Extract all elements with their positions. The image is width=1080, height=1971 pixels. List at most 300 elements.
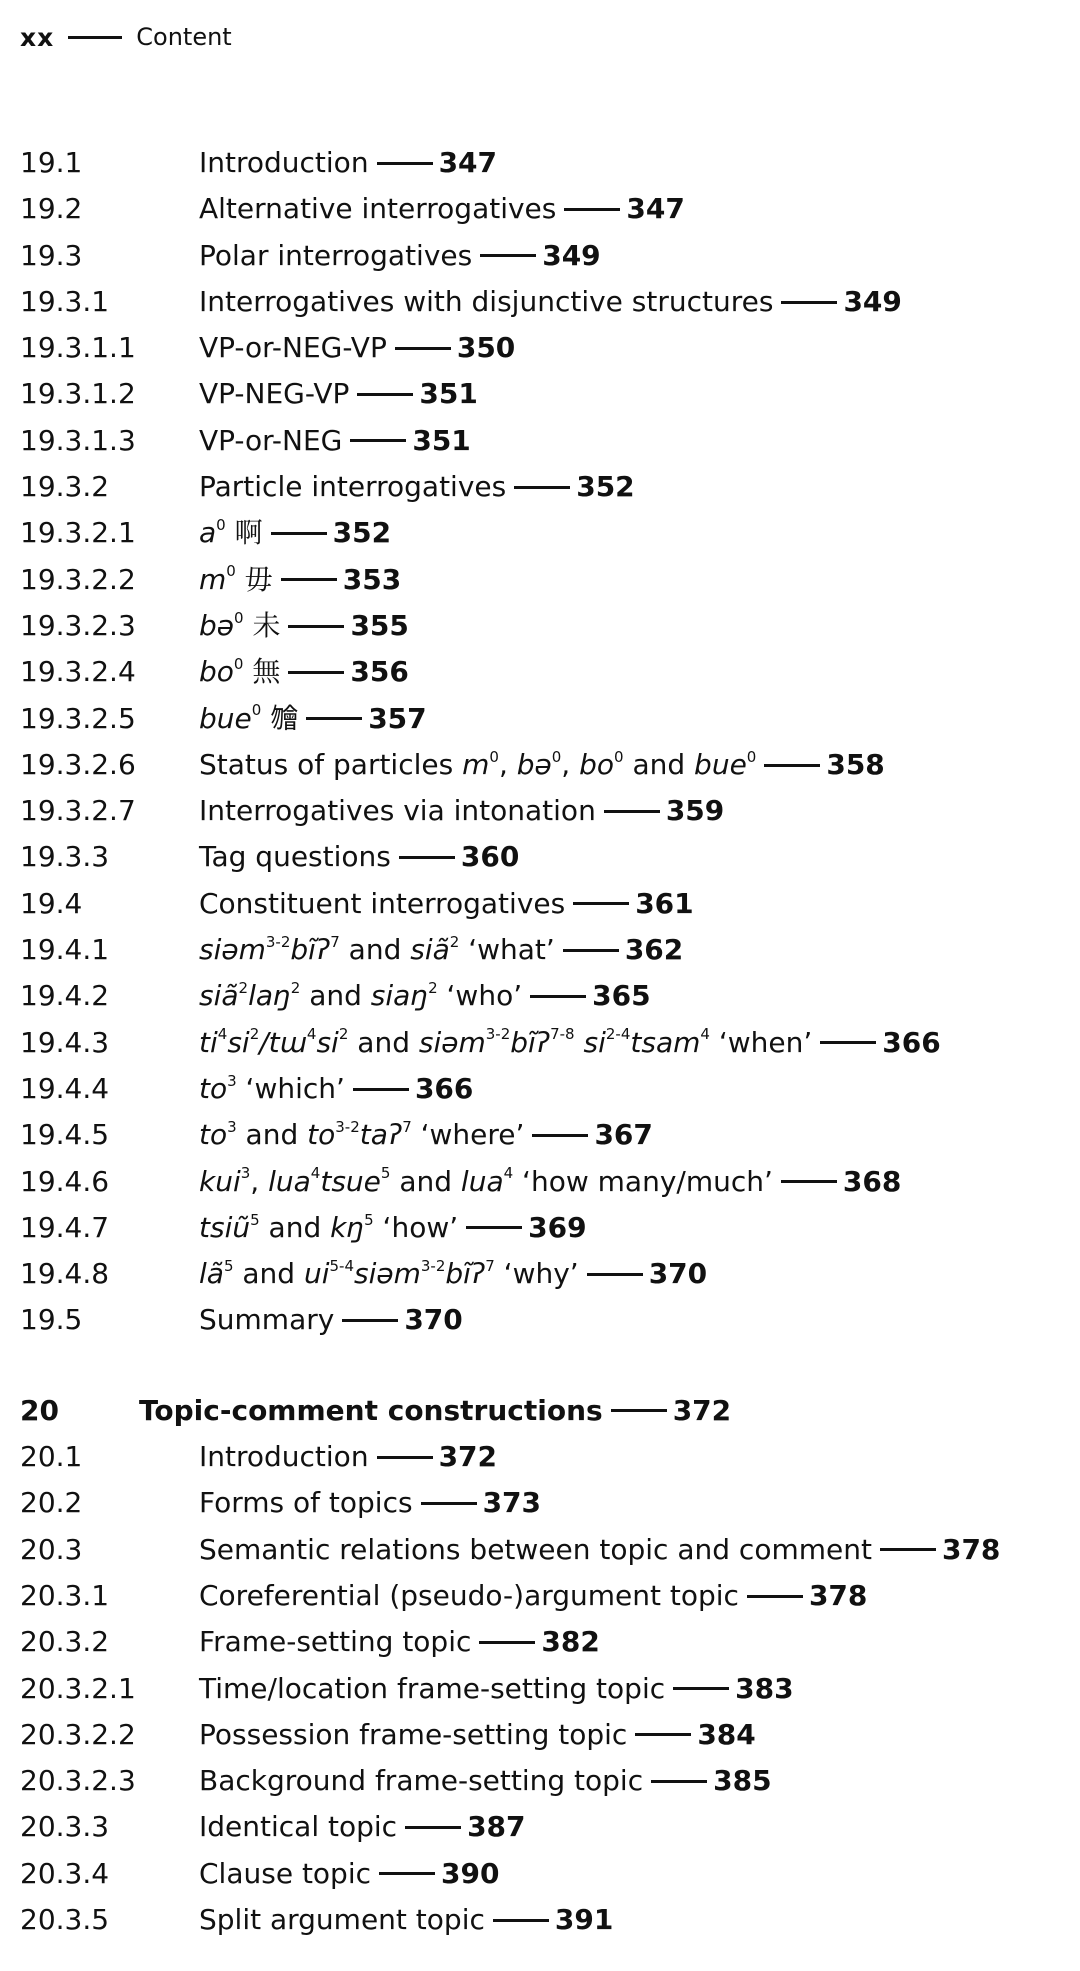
toc-entry[interactable]	[20, 464, 1060, 510]
section-number: 19.3.2.7	[20, 794, 136, 828]
tone-superscript: 0	[216, 516, 226, 535]
title-segment: Split argument topic	[199, 1902, 485, 1936]
tone-superscript: 5	[223, 1256, 234, 1275]
header-rule	[68, 36, 122, 39]
leader-rule	[635, 1733, 691, 1736]
leader-rule	[563, 949, 619, 952]
toc-entry[interactable]	[20, 1666, 1060, 1712]
toc-entry[interactable]	[20, 1804, 1060, 1850]
running-title: Content	[136, 23, 232, 51]
title-segment: Clause topic	[199, 1856, 372, 1890]
title-segment: taʔ	[359, 1118, 403, 1152]
toc-entry[interactable]	[20, 1159, 1060, 1205]
title-segment: bo	[579, 747, 615, 781]
page-reference: 367	[594, 1118, 653, 1152]
toc-entry[interactable]	[20, 1205, 1060, 1251]
tone-superscript: 2-4	[605, 1025, 631, 1044]
title-segment: siã	[410, 933, 450, 967]
page-reference: 349	[843, 284, 902, 318]
section-title-text	[199, 1205, 458, 1251]
title-segment: tsam	[630, 1025, 701, 1059]
leader-rule	[399, 856, 455, 859]
toc-entry[interactable]	[20, 1619, 1060, 1665]
section-number: 20	[20, 1393, 59, 1427]
title-segment: laŋ	[248, 979, 291, 1013]
section-number: 19.4.4	[20, 1071, 110, 1105]
section-title	[199, 649, 409, 695]
title-segment: bə	[199, 608, 234, 642]
section-title	[199, 325, 515, 371]
section-number: 19.3.2.4	[20, 655, 136, 689]
toc-entry[interactable]	[20, 233, 1060, 279]
tone-superscript: 0	[251, 701, 262, 720]
section-title-text	[199, 927, 555, 973]
leader-rule	[781, 301, 837, 304]
section-title	[199, 1159, 901, 1205]
title-segment: si	[574, 1025, 606, 1059]
title-segment: si	[227, 1025, 250, 1059]
page-reference: 352	[332, 516, 392, 550]
leader-rule	[379, 1872, 435, 1875]
section-title-text	[199, 1758, 643, 1804]
tone-superscript: 2	[249, 1025, 260, 1044]
page-reference: 383	[735, 1671, 794, 1705]
tone-superscript: 0	[489, 747, 499, 766]
leader-rule	[421, 1502, 477, 1505]
section-title	[199, 973, 651, 1019]
section-title	[199, 1573, 867, 1619]
toc-entry[interactable]	[20, 881, 1060, 927]
section-number: 20.3.2	[20, 1625, 110, 1659]
tone-superscript: 4	[306, 1025, 317, 1044]
title-segment: ‘who’	[437, 979, 523, 1013]
section-title	[199, 557, 401, 603]
title-segment: tsue	[320, 1164, 381, 1198]
tone-superscript: 7-8	[550, 1025, 575, 1044]
section-title	[199, 510, 391, 556]
page-reference: 361	[635, 886, 694, 920]
title-segment: to	[199, 1118, 228, 1152]
section-title-text	[199, 325, 387, 371]
leader-rule	[395, 347, 451, 350]
page-reference: 349	[542, 238, 601, 272]
section-number: 19.4.3	[20, 1025, 110, 1059]
leader-rule	[493, 1919, 549, 1922]
title-segment: bue	[199, 701, 252, 735]
section-number: 19.3.2.6	[20, 747, 136, 781]
toc-entry[interactable]	[20, 1020, 1060, 1066]
section-number: 19.2	[20, 192, 83, 226]
tone-superscript: 7	[485, 1256, 495, 1275]
leader-rule	[281, 578, 337, 581]
title-segment: ‘how’	[373, 1210, 459, 1244]
section-title-text	[199, 279, 773, 325]
section-title-text	[199, 742, 756, 788]
page-number: xx	[20, 22, 55, 52]
toc-entry[interactable]	[20, 1897, 1060, 1943]
section-number: 19.3	[20, 238, 83, 272]
title-segment: m	[199, 562, 227, 596]
leader-rule	[587, 1273, 643, 1276]
title-segment: ‘what’	[459, 933, 555, 967]
title-segment: and	[339, 933, 411, 967]
page-reference: 372	[672, 1393, 732, 1427]
leader-rule	[377, 162, 433, 165]
tone-superscript: 7	[330, 932, 340, 951]
tone-superscript: 3-2	[265, 932, 291, 951]
tone-superscript: 0	[551, 747, 562, 766]
section-title-text	[199, 881, 565, 927]
title-segment: siəm	[354, 1257, 421, 1291]
tone-superscript: 3-2	[420, 1256, 446, 1275]
section-title-text	[199, 788, 596, 834]
title-segment: Polar interrogatives	[199, 238, 473, 272]
section-number: 20.3	[20, 1532, 83, 1566]
section-title-text	[199, 1297, 334, 1343]
title-segment: 𣍐	[261, 701, 299, 735]
page-reference: 385	[713, 1764, 772, 1798]
section-number: 20.3.4	[20, 1856, 110, 1890]
toc-entry[interactable]	[20, 1851, 1060, 1897]
title-segment: Summary	[199, 1303, 335, 1337]
title-segment: and	[233, 1257, 304, 1291]
leader-rule	[820, 1041, 876, 1044]
tone-superscript: 4	[217, 1025, 228, 1044]
toc-entry[interactable]	[20, 649, 1060, 695]
page-reference: 372	[438, 1440, 498, 1474]
section-title-text	[199, 834, 391, 880]
section-title-text	[199, 464, 506, 510]
section-title	[199, 1619, 600, 1665]
section-number: 20.3.2.1	[20, 1671, 136, 1705]
section-title-text	[199, 1020, 812, 1066]
title-segment: bĩʔ	[510, 1025, 551, 1059]
title-segment: Time/location frame-setting topic	[199, 1671, 666, 1705]
toc-entry[interactable]	[20, 279, 1060, 325]
page-reference: 378	[941, 1532, 1001, 1566]
title-segment: bĩʔ	[290, 933, 331, 967]
title-segment: siã	[199, 979, 239, 1013]
tone-superscript: 7	[402, 1117, 412, 1136]
toc-entry[interactable]	[20, 1251, 1060, 1297]
tone-superscript: 0	[234, 608, 244, 627]
section-number: 20.3.2.2	[20, 1717, 136, 1751]
title-segment: 未	[243, 608, 281, 642]
title-segment: Interrogatives with disjunctive structures	[199, 284, 774, 318]
toc-entry[interactable]	[20, 834, 1060, 880]
tone-superscript: 5	[380, 1164, 391, 1183]
section-title	[199, 418, 471, 464]
section-title-text	[199, 1573, 739, 1619]
title-segment: Introduction	[199, 1440, 369, 1474]
section-number: 19.4.5	[20, 1118, 110, 1152]
page-reference: 366	[414, 1071, 474, 1105]
title-segment: ‘where’	[411, 1118, 525, 1152]
section-number: 19.3.2.2	[20, 562, 136, 596]
section-title-text	[199, 973, 522, 1019]
title-segment: Alternative interrogatives	[199, 192, 557, 226]
title-segment: siəm	[199, 933, 266, 967]
section-title-text	[199, 1112, 524, 1158]
section-number: 19.4.2	[20, 979, 110, 1013]
section-title-text	[199, 649, 280, 695]
tone-superscript: 3	[240, 1164, 251, 1183]
title-segment: Semantic relations between topic and comment	[199, 1532, 872, 1566]
tone-superscript: 5	[364, 1210, 374, 1229]
leader-rule	[288, 671, 344, 674]
page-reference: 347	[626, 192, 685, 226]
toc-chapter-entry[interactable]	[20, 1388, 1060, 1434]
section-title-text	[199, 1480, 413, 1526]
title-segment: ti	[199, 1025, 218, 1059]
section-title-text	[199, 1804, 397, 1850]
page-reference: 384	[697, 1717, 756, 1751]
section-title	[199, 1804, 526, 1850]
page-reference: 355	[350, 608, 409, 642]
page-reference: 365	[592, 979, 651, 1013]
section-number: 19.3.2	[20, 470, 110, 504]
leader-rule	[357, 393, 413, 396]
toc-entry[interactable]	[20, 557, 1060, 603]
toc-entry[interactable]	[20, 1066, 1060, 1112]
section-number: 19.3.1.2	[20, 377, 136, 411]
section-title	[199, 834, 519, 880]
leader-rule	[288, 625, 344, 628]
section-number: 19.3.1.1	[20, 331, 136, 365]
leader-rule	[781, 1180, 837, 1183]
section-number: 19.3.3	[20, 840, 110, 874]
section-title	[199, 1205, 587, 1251]
title-segment: ui	[303, 1257, 330, 1291]
leader-rule	[377, 1456, 433, 1459]
section-number: 19.4	[20, 886, 83, 920]
toc-entry[interactable]	[20, 1112, 1060, 1158]
leader-rule	[530, 995, 586, 998]
section-title	[199, 603, 409, 649]
section-number: 19.1	[20, 146, 83, 179]
section-title-text	[199, 186, 556, 232]
page-reference: 390	[441, 1856, 500, 1890]
section-number: 20.3.3	[20, 1810, 110, 1844]
toc-entry[interactable]	[20, 1434, 1060, 1480]
section-number: 20.1	[20, 1440, 83, 1474]
tone-superscript: 3	[227, 1071, 237, 1090]
section-title	[199, 1527, 1000, 1573]
section-title-text	[199, 1666, 665, 1712]
section-title-text	[199, 1619, 471, 1665]
leader-rule	[466, 1226, 522, 1229]
tone-superscript: 0	[746, 747, 757, 766]
title-segment: Forms of topics	[199, 1486, 413, 1520]
title-segment: kui	[199, 1164, 241, 1198]
page-reference: 373	[482, 1486, 542, 1520]
title-segment: ,	[250, 1164, 269, 1198]
title-segment: kŋ	[330, 1210, 365, 1244]
section-title	[199, 1480, 541, 1526]
leader-rule	[747, 1595, 803, 1598]
tone-superscript: 2	[290, 979, 301, 998]
section-number: 19.4.8	[20, 1257, 110, 1291]
title-segment: Status of particles	[199, 747, 463, 781]
title-segment: ‘when’	[709, 1025, 813, 1059]
toc-entry[interactable]	[20, 696, 1060, 742]
section-title-text	[199, 696, 298, 742]
title-segment: bo	[199, 655, 234, 689]
toc-entry[interactable]	[20, 325, 1060, 371]
section-number: 20.3.2.3	[20, 1764, 136, 1798]
title-segment: ‘how many/much’	[513, 1164, 773, 1198]
page-reference: 357	[368, 701, 427, 735]
toc-entry[interactable]	[20, 1573, 1060, 1619]
title-segment: to	[307, 1118, 336, 1152]
page-reference: 369	[528, 1210, 587, 1244]
leader-rule	[480, 254, 536, 257]
title-segment: Topic-comment constructions	[139, 1393, 603, 1427]
title-segment: Possession frame-setting topic	[199, 1717, 628, 1751]
toc-entry[interactable]	[20, 927, 1060, 973]
section-title	[199, 1666, 794, 1712]
leader-rule	[764, 764, 820, 767]
toc-entry[interactable]	[20, 418, 1060, 464]
section-title-text	[199, 1851, 371, 1897]
title-segment: bĩʔ	[445, 1257, 486, 1291]
section-number: 19.3.1	[20, 284, 110, 318]
section-title-text	[199, 140, 369, 186]
title-segment: tsiũ	[199, 1210, 251, 1244]
section-number: 20.3.5	[20, 1902, 110, 1936]
page-reference: 350	[456, 331, 516, 365]
title-segment: and	[259, 1210, 331, 1244]
section-title-text	[199, 1066, 345, 1112]
page-reference: 382	[541, 1625, 600, 1659]
section-title	[199, 788, 724, 834]
toc-entry[interactable]	[20, 1297, 1060, 1343]
section-title-text	[199, 1712, 627, 1758]
title-segment: VP-or-NEG	[199, 423, 343, 457]
title-segment: and	[300, 979, 371, 1013]
section-number: 19.3.2.3	[20, 608, 136, 642]
title-segment: ‘which’	[236, 1071, 345, 1105]
section-title	[199, 186, 685, 232]
leader-rule	[350, 439, 406, 442]
section-title	[199, 1712, 756, 1758]
tone-superscript: 0	[233, 654, 244, 673]
section-title-text	[199, 1897, 485, 1943]
title-segment: si	[316, 1025, 339, 1059]
section-title	[199, 1112, 653, 1158]
leader-rule	[573, 902, 629, 905]
title-segment: ,	[561, 747, 580, 781]
title-segment: and	[623, 747, 695, 781]
section-title	[199, 881, 694, 927]
section-title	[139, 1388, 731, 1434]
section-title-text	[199, 1527, 872, 1573]
toc-entry[interactable]	[20, 140, 1060, 186]
page-reference: 362	[624, 933, 684, 967]
title-segment: and	[390, 1164, 461, 1198]
toc-entry[interactable]	[20, 973, 1060, 1019]
title-segment: lua	[460, 1164, 504, 1198]
page-reference: 360	[460, 840, 520, 874]
leader-rule	[673, 1687, 729, 1690]
section-title	[199, 742, 885, 788]
section-title	[199, 696, 427, 742]
toc-entry[interactable]	[20, 1712, 1060, 1758]
title-segment: bue	[694, 747, 747, 781]
section-title	[199, 1434, 497, 1480]
title-segment: /tɯ	[259, 1025, 307, 1059]
section-number: 19.3.1.3	[20, 423, 136, 457]
section-title	[199, 1066, 473, 1112]
toc-entry[interactable]	[20, 186, 1060, 232]
toc-entry[interactable]	[20, 510, 1060, 556]
title-segment: Introduction	[199, 146, 369, 179]
title-segment: bə	[516, 747, 552, 781]
toc-entry[interactable]	[20, 788, 1060, 834]
page-reference: 353	[342, 562, 402, 596]
title-segment: lã	[199, 1257, 224, 1291]
title-segment: siaŋ	[370, 979, 429, 1013]
section-number: 19.3.2.5	[20, 701, 136, 735]
toc-entry[interactable]	[20, 1527, 1060, 1573]
section-title	[199, 1297, 463, 1343]
tone-superscript: 3-2	[335, 1117, 360, 1136]
page-reference: 370	[648, 1257, 708, 1291]
section-title-text	[199, 510, 263, 556]
table-of-contents	[20, 140, 1060, 1943]
tone-superscript: 2	[338, 1025, 349, 1044]
section-title	[199, 279, 902, 325]
toc-entry[interactable]	[20, 742, 1060, 788]
page-reference: 351	[419, 377, 478, 411]
title-segment: a	[199, 516, 217, 550]
tone-superscript: 5-4	[329, 1256, 354, 1275]
toc-entry[interactable]	[20, 1758, 1060, 1804]
leader-rule	[514, 486, 570, 489]
toc-entry[interactable]	[20, 1480, 1060, 1526]
page-reference: 387	[467, 1810, 526, 1844]
leader-rule	[532, 1134, 588, 1137]
section-number: 20.3.1	[20, 1578, 110, 1612]
title-segment: Particle interrogatives	[199, 470, 507, 504]
tone-superscript: 4	[700, 1025, 710, 1044]
title-segment: 無	[243, 655, 281, 689]
page-reference: 370	[404, 1303, 463, 1337]
page-reference: 366	[882, 1025, 941, 1059]
tone-superscript: 3	[227, 1117, 237, 1136]
tone-superscript: 2	[449, 932, 460, 951]
section-number: 20.2	[20, 1486, 83, 1520]
leader-rule	[880, 1548, 936, 1551]
section-number: 19.4.7	[20, 1210, 110, 1244]
leader-rule	[479, 1641, 535, 1644]
tone-superscript: 0	[226, 562, 236, 581]
title-segment: to	[199, 1071, 228, 1105]
toc-entry[interactable]	[20, 603, 1060, 649]
section-number: 19.3.2.1	[20, 516, 136, 550]
title-segment: ,	[498, 747, 517, 781]
section-gap	[20, 1344, 1060, 1388]
title-segment: Tag questions	[199, 840, 391, 874]
section-title	[199, 140, 497, 186]
section-title	[199, 1020, 941, 1066]
section-title-text	[199, 371, 349, 417]
page-reference: 358	[826, 747, 885, 781]
section-title-text	[139, 1388, 603, 1434]
leader-rule	[342, 1319, 398, 1322]
section-title-text	[199, 1159, 773, 1205]
toc-entry[interactable]	[20, 371, 1060, 417]
